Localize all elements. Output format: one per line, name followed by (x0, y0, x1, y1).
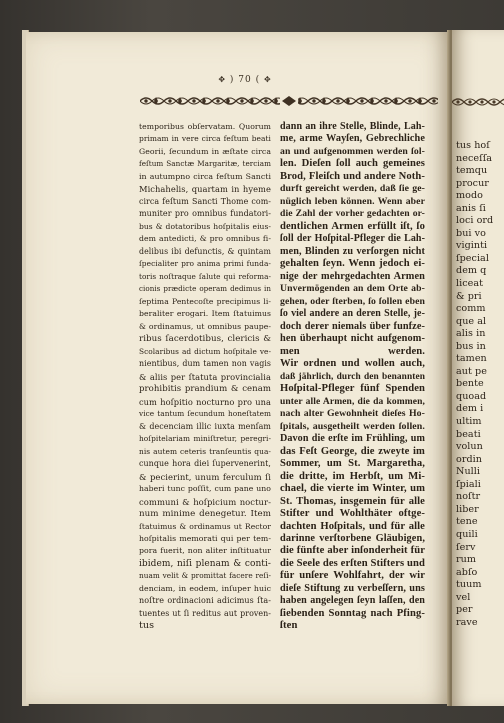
right-page-text-line: tene (456, 516, 478, 528)
latin-text-line: communi & hoſpicium noctur- (139, 496, 271, 507)
german-text-line: len. Dieſen ſoll auch gemeines (280, 158, 425, 170)
latin-text-line: circa feſtum Sancti Thome com- (139, 196, 271, 206)
right-page-text-line: alis in (456, 328, 486, 340)
latin-text-line: feſtum Sanctæ Margaritæ, terciam (139, 159, 271, 169)
latin-text-line: vice tantum ſecundum honeſtatem (139, 409, 271, 419)
latin-text-line: tuentes ut ſi reditus aut proven- (139, 608, 271, 618)
latin-text-line: cionis prædicte operam dedimus in (139, 284, 271, 294)
latin-text-line: delibus ibi defunctis, & quintam (139, 246, 271, 256)
german-text-line: unter alle Armen, die da kommen, (280, 396, 425, 407)
right-page-text-line: abſo (456, 566, 478, 578)
right-page-text-line: quoad (456, 390, 487, 402)
latin-text-line: cunque hora diei ſupervenerint, (139, 459, 271, 469)
german-text-line: dann an ihre Stelle, Blinde, Lah- (280, 121, 425, 132)
latin-text-line: noſtre ordinacioni adicimus ſta- (139, 596, 271, 606)
page-header (210, 75, 280, 85)
german-text-line: Wir ordnen und wollen auch, (280, 358, 425, 370)
right-page-text-line: bui vo (456, 227, 486, 239)
right-page-text-line: temqu (456, 165, 488, 177)
right-page-text-line: bente (456, 378, 484, 390)
latin-text-line: dem antedicti, & pro omnibus fi- (139, 234, 271, 244)
german-text-line: daß jährlich, durch den benannten (280, 371, 425, 382)
right-page-text-line: ultim (456, 416, 482, 428)
latin-text-line: ſeptima Pentecoſte precipimus li- (139, 296, 271, 306)
latin-text-line: & aliis per ſtatuta provincialia (139, 371, 271, 382)
latin-text-column (139, 121, 271, 633)
right-page-text-line: bus in (456, 340, 486, 352)
ornament-band-icon (140, 94, 438, 108)
right-page-text-line: ſerv (456, 541, 476, 553)
right-page-text-line: ordin (456, 453, 483, 465)
right-page-text-line: ſpiali (456, 478, 481, 490)
german-text-line: an und aufgenommen werden ſol- (280, 145, 425, 157)
latin-text-line: denciam, in eodem, inſuper huic (139, 583, 271, 593)
german-text-line: haben angelegen ſeyn laſſen, den (280, 595, 425, 607)
latin-text-line: nientibus, dum tamen non vagis (139, 359, 271, 369)
latin-text-line: temporibus obſervatam. Quorum (139, 122, 271, 131)
right-page-text-line: rave (456, 616, 478, 628)
right-page-text-line: volun (456, 441, 483, 453)
german-text-line: die Zahl der vorher gedachten or- (280, 208, 425, 220)
latin-text-line: ſpecialiter pro anima primi funda- (139, 259, 271, 269)
german-text-line: das Feſt George, die zweyte im (280, 445, 425, 457)
ornament-band (140, 94, 438, 108)
right-page-text-line: per (456, 604, 473, 616)
latin-text-line: haberi tunc poſſit, cum pane uno (139, 484, 271, 494)
latin-text-line: beraliter erogari. Item ſtatuimus (139, 309, 271, 319)
latin-text-line: num minime denegetur. Item (139, 509, 271, 520)
german-text-line: Davon die erſte im Frühling, um (280, 433, 425, 445)
header-right-ornament-icon: ✥ (263, 75, 272, 84)
latin-text-line: Michahelis, quartam in hyeme (139, 184, 271, 195)
german-text-line: chael, die vierte im Winter, um (280, 483, 425, 495)
right-page-text-line: dem i (456, 403, 484, 415)
right-page-text-line: aut pe (456, 365, 487, 377)
right-page-text-line: dem q (456, 265, 487, 277)
german-text-line: Hoſpital-Pfleger fünf Spenden (280, 383, 425, 395)
german-text-line: durft gereicht werden, daß ſie ge- (280, 183, 425, 195)
header-left-ornament-icon: ✥ (218, 75, 227, 84)
german-text-line: für unſere Wohlfahrt, der wir (280, 570, 425, 582)
latin-text-line: prohibitis prandium & cenam (139, 384, 271, 395)
german-text-line: ſoll der Hoſpital-Pfleger die Lah- (280, 233, 425, 245)
german-text-line: Unvermögenden an dem Orte ab- (280, 283, 425, 295)
german-text-line: nige der mehrgedachten Armen (280, 270, 425, 282)
german-text-line: me, arme Wayſen, Gebrechliche (280, 133, 425, 145)
right-page-text-line: & pri (456, 290, 482, 302)
right-page-text-fragments (456, 140, 504, 629)
latin-text-line: bus & dotatoribus hoſpitalis eius- (139, 221, 271, 231)
right-page-text-line: liber (456, 503, 479, 515)
german-text-line: die fünfte aber inſonderheit für (280, 545, 425, 557)
german-text-line: ſo viel andere an deren Stelle, je- (280, 308, 425, 320)
right-page-text-line: ſpecial (456, 252, 489, 264)
german-text-line: gehen, oder ſterben, ſo ſollen eben (280, 295, 425, 307)
latin-text-line: nuam velit & promittat facere reſi- (139, 571, 271, 581)
latin-text-line: pora fuerit, non aliter inſtituatur (139, 546, 271, 556)
latin-text-line: & decenciam illic iuxta menſam (139, 421, 271, 431)
right-page-text-line: beati (456, 428, 481, 440)
book-page-right (452, 30, 504, 706)
right-page-text-line: tuum (456, 579, 482, 591)
german-text-line: gehalten ſeyn. Wenn jedoch ei- (280, 258, 425, 270)
right-page-text-line: vel (456, 591, 471, 603)
latin-text-line: nis autem ceteris tranſeuntis qua- (139, 446, 271, 456)
latin-text-line: in autumpno circa feſtum Sancti (139, 171, 271, 181)
latin-text-line: & ordinamus, ut omnibus paupe- (139, 321, 271, 331)
german-text-line: die Seele des erſten Stifters und (280, 557, 425, 569)
right-page-text-line: noſtr (456, 491, 481, 503)
right-page-text-line: liceat (456, 278, 484, 290)
german-text-line: men werden. (280, 345, 425, 357)
latin-text-line: hoſpitalis memorati qui per tem- (139, 533, 271, 543)
right-page-text-line: que al (456, 315, 487, 327)
german-text-line: Brod, Fleiſch und andere Noth- (280, 170, 425, 182)
german-text-line: St. Thomas, insgemein für alle (280, 495, 425, 507)
right-page-text-line: loci ord (456, 215, 494, 227)
german-text-line: ſiebenden Sonntag nach Pfing- (280, 607, 425, 619)
german-text-line: ſten (280, 620, 298, 632)
german-text-line: doch derer niemals über funfze- (280, 320, 425, 332)
latin-text-line: primam in vere circa feſtum beati (139, 134, 271, 144)
latin-text-line: Scolaribus ad dictum hoſpitale ve- (139, 346, 271, 356)
latin-text-line: muniter pro omnibus fundatori- (139, 209, 271, 219)
german-text-line: dachten Hoſpitals, und für alle (280, 520, 425, 532)
german-text-line: men, Blinden zu verſorgen nicht (280, 245, 425, 257)
latin-text-line: toris noſtraque ſalute qui reforma- (139, 271, 271, 281)
right-page-text-line: modo (456, 190, 483, 202)
german-text-line: hen überhaupt nicht aufgenom- (280, 333, 425, 345)
latin-text-line: ribus ſacerdotibus, clericis & (139, 334, 271, 345)
right-page-text-line: procur (456, 177, 489, 189)
german-text-line: ſpitals, ausgetheilt werden ſollen. (280, 420, 425, 432)
latin-text-line: tus (139, 620, 155, 632)
german-text-line: nüglich leben können. Wenn aber (280, 195, 425, 207)
page-number: ) 70 ( (229, 75, 261, 85)
german-text-column (280, 121, 425, 633)
right-page-text-line: viginti (456, 240, 488, 252)
german-text-line: Stifter und Wohlthäter oftge- (280, 508, 425, 520)
latin-text-line: cum hoſpitio nocturno pro una (139, 396, 271, 407)
right-page-ornament-band (452, 94, 504, 108)
right-page-text-line: neceſſa (456, 152, 493, 164)
latin-text-line: hoſpitelariam miniſtretur, peregri- (139, 434, 271, 444)
right-page-text-line: quili (456, 528, 478, 540)
german-text-line: dieſe Stiftung zu verbeſſern, uns (280, 582, 425, 594)
right-page-text-line: tamen (456, 353, 487, 365)
latin-text-line: ibidem, niſi plenam & conti- (139, 558, 271, 569)
latin-text-line: & pecierint, unum ferculum ſi (139, 471, 271, 482)
right-page-text-line: tus hoſ (456, 140, 490, 151)
right-page-text-line: Nulli (456, 466, 481, 478)
right-page-text-line: comm (456, 303, 486, 315)
german-text-line: die dritte, im Herbſt, um Mi- (280, 470, 425, 482)
german-text-line: dentlichen Armen erfüllt iſt, ſo (280, 220, 425, 232)
german-text-line: nach alter Gewohnheit dieſes Ho- (280, 408, 425, 420)
latin-text-line: Georii, ſecundum in æſtate circa (139, 146, 271, 156)
right-page-text-line: anis ſi (456, 202, 486, 214)
right-page-text-line: rum (456, 554, 477, 566)
german-text-line: darinne verſtorbene Gläubigen, (280, 532, 425, 544)
latin-text-line: ſtatuimus & ordinamus ut Rector (139, 521, 271, 531)
german-text-line: Sommer, um St. Margaretha, (280, 458, 425, 470)
